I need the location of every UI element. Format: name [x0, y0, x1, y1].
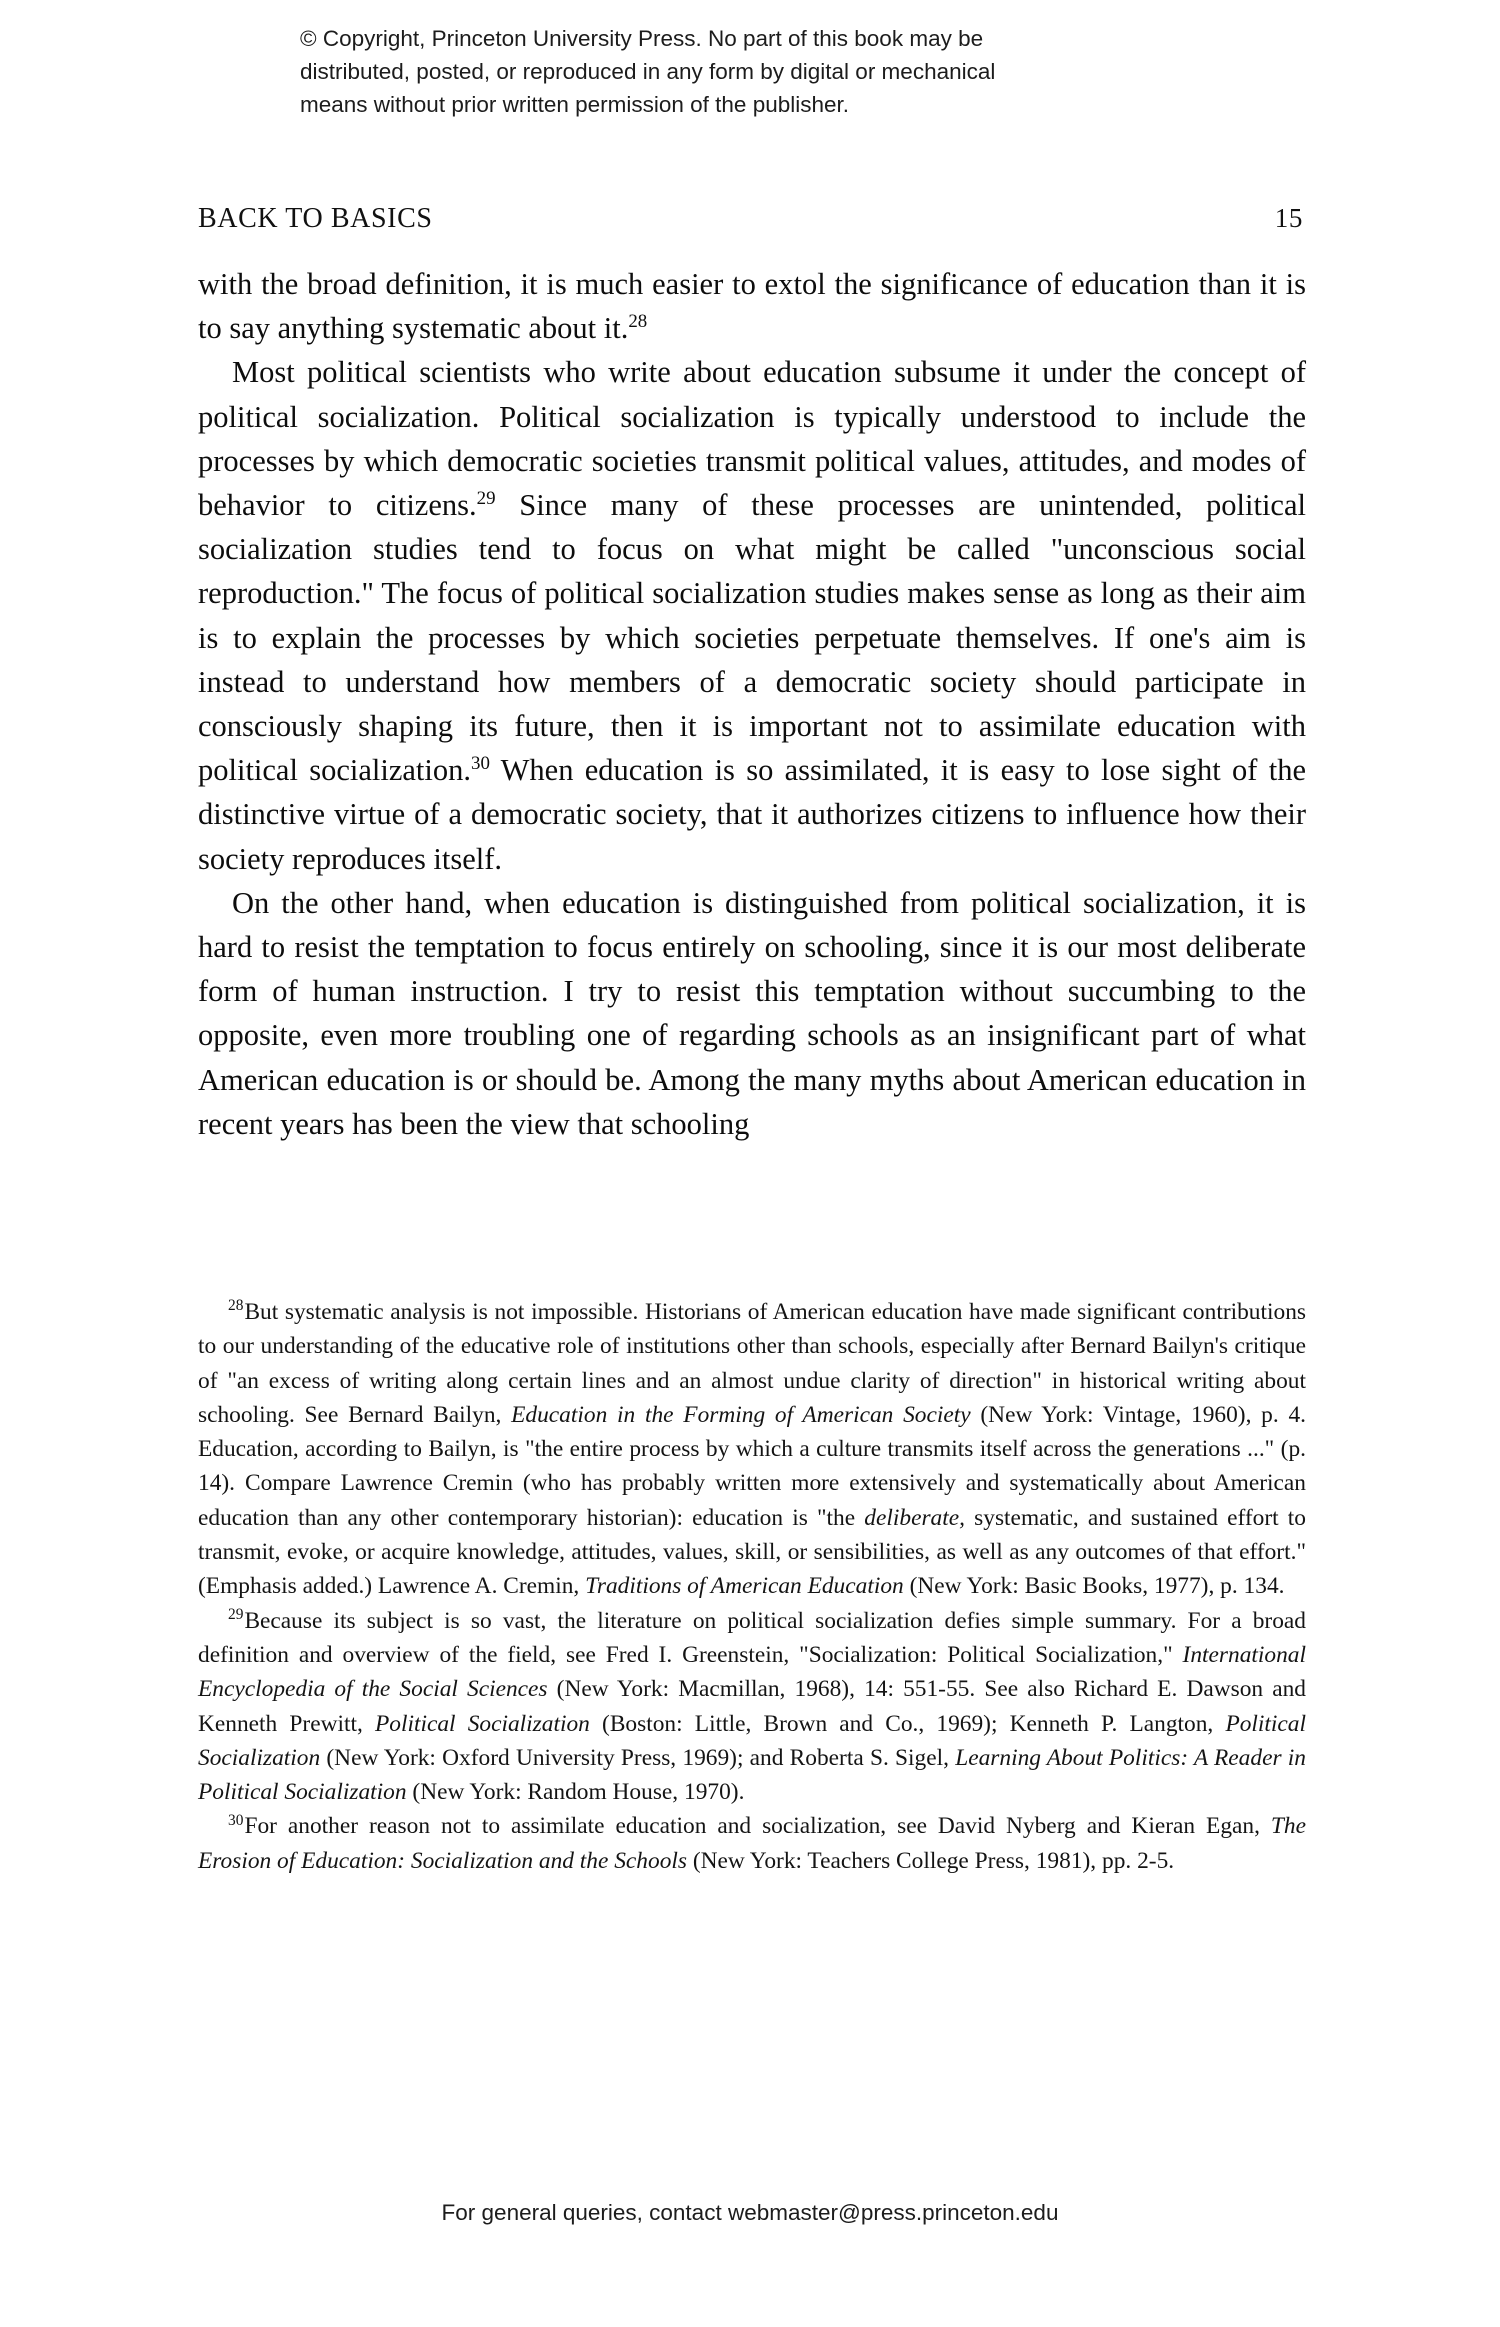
cited-title: The Erosion of Education: Socialization and the Schools	[198, 1813, 1306, 1874]
copyright-line: distributed, posted, or reproduced in any form by digital or mechanical	[300, 59, 996, 84]
footnote-entry: $^{29}$Because its subject is so vast, the literature on political socialization defies simple summary. For a broad definition and overview of the field, see Fred I. Greenstein, "Socialization: Political Socialization," International Encyclopedia of the Social Sciences (New York: Macmillan, 1968), 14: 551-55. See also Richard E. Dawson and Kenneth Prewitt, Political Socialization (Boston: Little, Brown and Co., 1969); Kenneth P. Langton, Political Socialization (New York: Oxford University Press, 1969); and Roberta S. Sigel, Learning About Politics: A Reader in Political Socialization (New York: Random House, 1970).	[198, 1605, 1306, 1806]
cited-title: Education in the Forming of American Society	[511, 1401, 971, 1428]
cited-title: Political Socialization	[198, 1710, 1306, 1771]
footnotes-section	[198, 1295, 1306, 1878]
copyright-notice	[300, 22, 1220, 121]
footnote-reference[interactable]: 29	[476, 487, 496, 509]
running-head-title: BACK TO BASICS	[198, 203, 433, 234]
page-footer: For general queries, contact webmaster@press.princeton.edu	[441, 2200, 1059, 2225]
footnote-number: 29	[228, 1605, 244, 1623]
body-paragraph: On the other hand, when education is distinguished from political socialization, it is hard to resist the temptation to focus entirely on schooling, since it is our most deliberate form of human instruction. I try to resist this temptation without succumbing to the opposite, even more troubling one of regarding schools as an insignificant part of what American education is or should be. Among the many myths about American education in recent years has been the view that schooling	[198, 885, 1306, 1141]
footnote-reference[interactable]: 28	[628, 311, 648, 333]
cited-title: Political Socialization	[375, 1710, 590, 1737]
copyright-line: means without prior written permission of the publisher.	[300, 92, 850, 117]
body-paragraph: Most political scientists who write about education subsume it under the concept of political socialization. Political socialization is typically understood to include the processes by which democratic societies transmit political values, attitudes, and modes of behavior to citizens.$^{29}$ Since many of these processes are unintended, political socialization studies tend to focus on what might be called "unconscious social reproduction." The focus of political socialization studies makes sense as long as their aim is to explain the processes by which societies perpetuate themselves. If one's aim is instead to understand how members of a democratic society should participate in consciously shaping its future, then it is important not to assimilate education with political socialization.$^{30}$ When education is so assimilated, it is easy to lose sight of the distinctive virtue of a democratic society, that it authorizes citizens to influence how their society reproduces itself.	[198, 355, 1306, 876]
footnote-number: 30	[228, 1811, 244, 1829]
cited-title: International Encyclopedia of the Social Sciences	[198, 1641, 1306, 1703]
page-number: 15	[1274, 203, 1303, 233]
cited-title: Learning About Politics: A Reader in Political Socialization	[198, 1744, 1306, 1806]
body-text	[198, 262, 1306, 1146]
footnote-number: 28	[228, 1297, 244, 1315]
footnote-entry: $^{30}$For another reason not to assimilate education and socialization, see David Nyberg and Kieran Egan, The Erosion of Education: Socialization and the Schools (New York: Teachers College Press, 1981), pp. 2-5.	[198, 1811, 1306, 1874]
cited-title: Traditions of American Education	[585, 1573, 904, 1600]
cited-title: deliberate,	[864, 1504, 965, 1531]
running-head	[198, 203, 1303, 235]
body-paragraph: with the broad definition, it is much easier to extol the significance of education than it is to say anything systematic about it.$^{28}$	[198, 267, 1306, 346]
copyright-line: © Copyright, Princeton University Press. No part of this book may be	[300, 26, 984, 51]
footnote-entry: $^{28}$But systematic analysis is not impossible. Historians of American education have made significant contributions to our understanding of the educative role of institutions other than schools, especially after Bernard Bailyn's critique of "an excess of writing along certain lines and an almost undue clarity of direction" in historical writing about schooling. See Bernard Bailyn, Education in the Forming of American Society (New York: Vintage, 1960), p. 4. Education, according to Bailyn, is "the entire process by which a culture transmits itself across the generations ..." (p. 14). Compare Lawrence Cremin (who has probably written more extensively and systematically about American education than any other contemporary historian): education is "the deliberate, systematic, and sustained effort to transmit, evoke, or acquire knowledge, attitudes, values, skill, or sensibilities, as well as any outcomes of that effort." (Emphasis added.) Lawrence A. Cremin, Traditions of American Education (New York: Basic Books, 1977), p. 134.	[198, 1297, 1307, 1600]
footnote-reference[interactable]: 30	[471, 753, 490, 775]
